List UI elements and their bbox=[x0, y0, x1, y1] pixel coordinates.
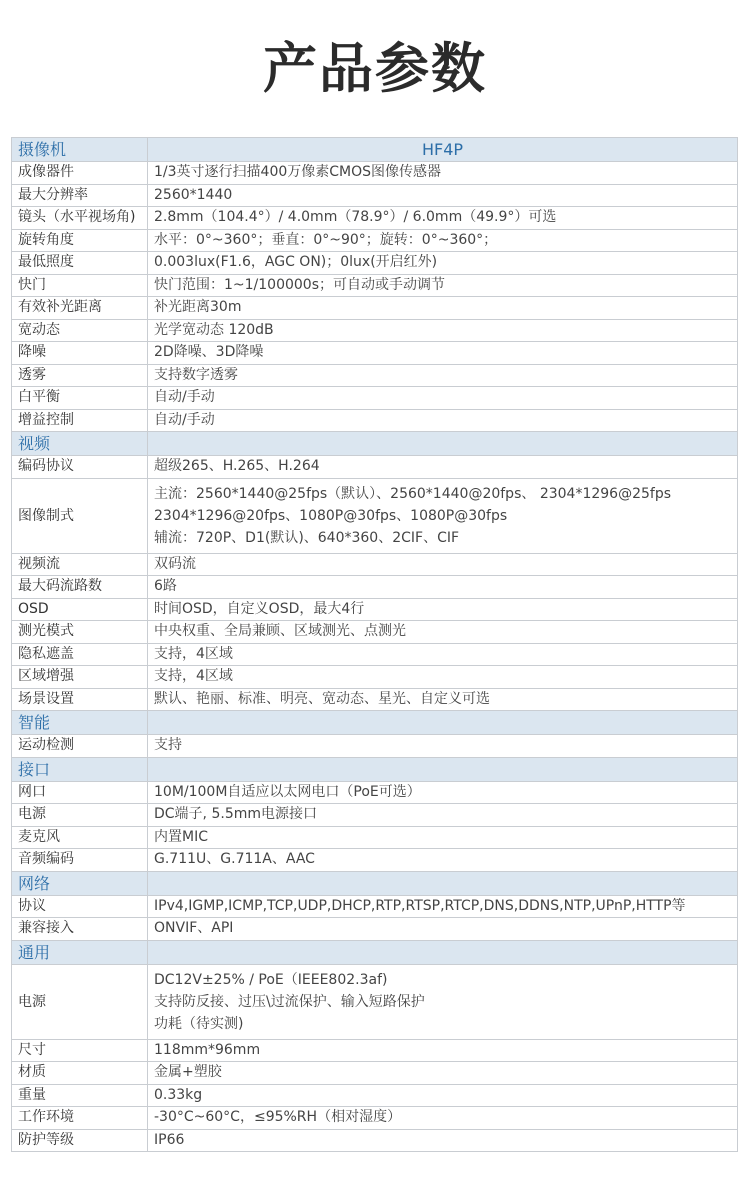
spec-value-line: 光学宽动态 120dB bbox=[154, 321, 274, 338]
spec-label: 透雾 bbox=[12, 364, 148, 387]
spec-value-line: 0.003lux(F1.6，AGC ON)；0lux(开启红外) bbox=[154, 254, 438, 271]
section-header bbox=[12, 711, 738, 735]
spec-row bbox=[12, 598, 738, 621]
spec-label: 工作环境 bbox=[12, 1107, 148, 1130]
spec-value-line: 超级265、H.265、H.264 bbox=[154, 458, 320, 475]
spec-row bbox=[12, 478, 738, 553]
spec-value-line: DC12V±25% / PoE（IEEE802.3af) bbox=[154, 971, 388, 988]
spec-value bbox=[148, 688, 738, 711]
spec-row bbox=[12, 364, 738, 387]
section-header bbox=[12, 940, 738, 964]
spec-value-line: 主流：2560*1440@25fps（默认）、2560*1440@20fps、 2304*1296@25fps bbox=[154, 485, 671, 502]
spec-label: 区域增强 bbox=[12, 666, 148, 689]
spec-row bbox=[12, 643, 738, 666]
section-header bbox=[12, 871, 738, 895]
section-name: 接口 bbox=[12, 757, 148, 781]
spec-row bbox=[12, 387, 738, 410]
section-name: 视频 bbox=[12, 432, 148, 456]
spec-value bbox=[148, 184, 738, 207]
spec-label: 网口 bbox=[12, 781, 148, 804]
spec-row bbox=[12, 1084, 738, 1107]
spec-row bbox=[12, 252, 738, 275]
spec-value-line: 2D降噪、3D降噪 bbox=[154, 344, 264, 361]
section-header bbox=[12, 432, 738, 456]
spec-value bbox=[148, 162, 738, 185]
spec-value bbox=[148, 229, 738, 252]
section-value bbox=[148, 871, 738, 895]
spec-value bbox=[148, 274, 738, 297]
spec-value bbox=[148, 804, 738, 827]
spec-row bbox=[12, 621, 738, 644]
spec-value bbox=[148, 297, 738, 320]
spec-label: 降噪 bbox=[12, 342, 148, 365]
spec-value bbox=[148, 598, 738, 621]
spec-table bbox=[11, 137, 738, 1152]
spec-row bbox=[12, 319, 738, 342]
spec-value bbox=[148, 1062, 738, 1085]
spec-label: 测光模式 bbox=[12, 621, 148, 644]
spec-label: 快门 bbox=[12, 274, 148, 297]
spec-row bbox=[12, 1129, 738, 1152]
spec-label: 运动检测 bbox=[12, 735, 148, 758]
spec-value-line: 自动/手动 bbox=[154, 389, 215, 406]
spec-value-line: 支持防反接、过压\过流保护、输入短路保护 bbox=[154, 993, 425, 1010]
spec-label: 兼容接入 bbox=[12, 918, 148, 941]
spec-value-line: 功耗（待实测) bbox=[154, 1015, 244, 1032]
spec-value-line: 2.8mm（104.4°）/ 4.0mm（78.9°）/ 6.0mm（49.9°）可选 bbox=[154, 209, 557, 226]
spec-row bbox=[12, 1062, 738, 1085]
spec-value-line: 金属+塑胶 bbox=[154, 1064, 222, 1081]
spec-row bbox=[12, 688, 738, 711]
section-name: 通用 bbox=[12, 940, 148, 964]
page-title: 产品参数 bbox=[263, 37, 487, 100]
spec-label: 电源 bbox=[12, 964, 148, 1039]
spec-value bbox=[148, 478, 738, 553]
spec-value-line: 时间OSD，自定义OSD，最大4行 bbox=[154, 600, 365, 617]
spec-label: OSD bbox=[12, 598, 148, 621]
spec-row bbox=[12, 274, 738, 297]
spec-row bbox=[12, 849, 738, 872]
spec-value bbox=[148, 553, 738, 576]
section-value bbox=[148, 711, 738, 735]
spec-label: 电源 bbox=[12, 804, 148, 827]
spec-value-line: 中央权重、全局兼顾、区域测光、点测光 bbox=[154, 623, 406, 640]
spec-label: 视频流 bbox=[12, 553, 148, 576]
spec-label: 协议 bbox=[12, 895, 148, 918]
spec-value-line: 1/3英寸逐行扫描400万像素CMOS图像传感器 bbox=[154, 164, 442, 181]
spec-value bbox=[148, 621, 738, 644]
spec-value-line: IPv4,IGMP,ICMP,TCP,UDP,DHCP,RTP,RTSP,RTCP,DNS,DDNS,NTP,UPnP,HTTP等 bbox=[154, 897, 686, 914]
spec-value-line: 辅流：720P、D1(默认)、640*360、2CIF、CIF bbox=[154, 529, 460, 546]
spec-label: 最大码流路数 bbox=[12, 576, 148, 599]
spec-value bbox=[148, 364, 738, 387]
spec-label: 最大分辨率 bbox=[12, 184, 148, 207]
spec-value bbox=[148, 1039, 738, 1062]
spec-value bbox=[148, 342, 738, 365]
spec-value-line: 默认、艳丽、标准、明亮、宽动态、星光、自定义可选 bbox=[154, 690, 490, 707]
spec-row bbox=[12, 826, 738, 849]
spec-label: 重量 bbox=[12, 1084, 148, 1107]
section-name: 智能 bbox=[12, 711, 148, 735]
spec-label: 镜头（水平视场角) bbox=[12, 207, 148, 230]
spec-row bbox=[12, 409, 738, 432]
spec-value bbox=[148, 319, 738, 342]
spec-label: 尺寸 bbox=[12, 1039, 148, 1062]
spec-row bbox=[12, 1107, 738, 1130]
spec-row bbox=[12, 162, 738, 185]
spec-table-body bbox=[12, 138, 738, 1152]
spec-value bbox=[148, 207, 738, 230]
spec-value-line: 支持，4区域 bbox=[154, 668, 233, 685]
spec-row bbox=[12, 297, 738, 320]
spec-value bbox=[148, 826, 738, 849]
spec-value-line: 支持，4区域 bbox=[154, 645, 233, 662]
spec-label: 增益控制 bbox=[12, 409, 148, 432]
spec-value-line: 自动/手动 bbox=[154, 411, 215, 428]
spec-value-line: 118mm*96mm bbox=[154, 1041, 261, 1058]
section-value bbox=[148, 757, 738, 781]
section-value bbox=[148, 432, 738, 456]
section-header bbox=[12, 138, 738, 162]
spec-value bbox=[148, 895, 738, 918]
spec-label: 最低照度 bbox=[12, 252, 148, 275]
spec-row bbox=[12, 576, 738, 599]
spec-value bbox=[148, 409, 738, 432]
spec-value-line: 支持数字透雾 bbox=[154, 366, 238, 383]
spec-value-line: -30°C~60°C，≤95%RH（相对湿度） bbox=[154, 1109, 402, 1126]
spec-value bbox=[148, 643, 738, 666]
spec-row bbox=[12, 964, 738, 1039]
spec-value bbox=[148, 964, 738, 1039]
spec-value bbox=[148, 666, 738, 689]
spec-label: 旋转角度 bbox=[12, 229, 148, 252]
spec-value bbox=[148, 918, 738, 941]
spec-row bbox=[12, 918, 738, 941]
spec-row bbox=[12, 229, 738, 252]
spec-label: 材质 bbox=[12, 1062, 148, 1085]
spec-row bbox=[12, 342, 738, 365]
spec-value bbox=[148, 252, 738, 275]
spec-row bbox=[12, 666, 738, 689]
spec-label: 成像器件 bbox=[12, 162, 148, 185]
spec-value bbox=[148, 1129, 738, 1152]
spec-label: 防护等级 bbox=[12, 1129, 148, 1152]
section-value bbox=[148, 940, 738, 964]
spec-row bbox=[12, 735, 738, 758]
spec-value bbox=[148, 456, 738, 479]
spec-value-line: 快门范围：1~1/100000s；可自动或手动调节 bbox=[154, 276, 445, 293]
spec-label: 图像制式 bbox=[12, 478, 148, 553]
spec-label: 有效补光距离 bbox=[12, 297, 148, 320]
spec-value bbox=[148, 1084, 738, 1107]
spec-label: 音频编码 bbox=[12, 849, 148, 872]
spec-row bbox=[12, 895, 738, 918]
spec-value-line: 10M/100M自适应以太网电口（PoE可选） bbox=[154, 783, 421, 800]
spec-label: 白平衡 bbox=[12, 387, 148, 410]
spec-value bbox=[148, 387, 738, 410]
spec-value-line: G.711U、G.711A、AAC bbox=[154, 851, 315, 868]
section-value: HF4P bbox=[148, 138, 738, 162]
spec-row bbox=[12, 207, 738, 230]
spec-row bbox=[12, 804, 738, 827]
spec-label: 编码协议 bbox=[12, 456, 148, 479]
spec-row bbox=[12, 184, 738, 207]
spec-label: 场景设置 bbox=[12, 688, 148, 711]
spec-value-line: 6路 bbox=[154, 578, 177, 595]
spec-row bbox=[12, 553, 738, 576]
spec-value-line: 内置MIC bbox=[154, 828, 208, 845]
spec-value bbox=[148, 1107, 738, 1130]
spec-value-line: 2304*1296@20fps、1080P@30fps、1080P@30fps bbox=[154, 507, 508, 524]
section-name: 摄像机 bbox=[12, 138, 148, 162]
spec-label: 宽动态 bbox=[12, 319, 148, 342]
spec-value-line: 双码流 bbox=[154, 555, 196, 572]
section-header bbox=[12, 757, 738, 781]
spec-label: 麦克风 bbox=[12, 826, 148, 849]
spec-row bbox=[12, 1039, 738, 1062]
spec-label: 隐私遮盖 bbox=[12, 643, 148, 666]
spec-value-line: 补光距离30m bbox=[154, 299, 242, 316]
spec-value-line: 支持 bbox=[154, 737, 182, 754]
section-name: 网络 bbox=[12, 871, 148, 895]
spec-value-line: IP66 bbox=[154, 1131, 185, 1148]
spec-value-line: 水平：0°~360°；垂直：0°~90°；旋转：0°~360°； bbox=[154, 231, 498, 248]
spec-value bbox=[148, 781, 738, 804]
spec-value bbox=[148, 849, 738, 872]
spec-row bbox=[12, 456, 738, 479]
spec-value-line: ONVIF、API bbox=[154, 920, 234, 937]
spec-row bbox=[12, 781, 738, 804]
spec-value bbox=[148, 576, 738, 599]
spec-value-line: 2560*1440 bbox=[154, 186, 233, 203]
spec-value-line: 0.33kg bbox=[154, 1086, 203, 1103]
spec-value bbox=[148, 735, 738, 758]
spec-value-line: DC端子, 5.5mm电源接口 bbox=[154, 806, 317, 823]
